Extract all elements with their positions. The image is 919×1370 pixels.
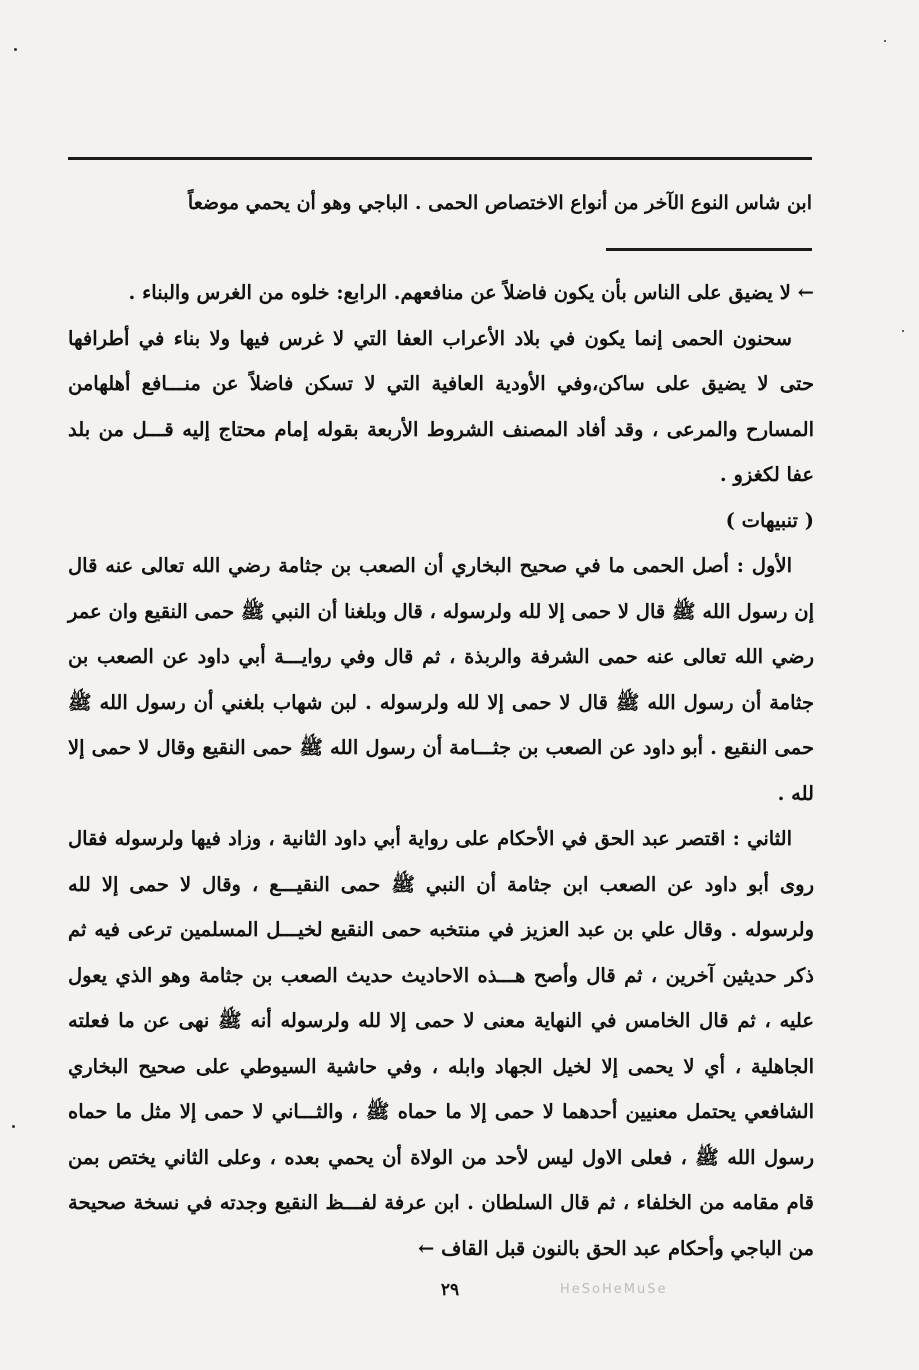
margin-note-line: ابن شاس النوع الآخر من أنواع الاختصاص الحمى . الباجي وهو أن يحمي موضعاً — [187, 192, 812, 214]
main-text-block — [68, 270, 814, 1271]
paragraph: ← لا يضيق على الناس بأن يكون فاضلاً عن منافعهم. الرابع: خلوه من الغرس والبناء . — [128, 281, 814, 304]
scan-speck — [12, 1125, 15, 1128]
note-second: الثاني : اقتصر عبد الحق في الأحكام على رواية أبي داود الثانية ، وزاد فيها ولرسوله فقال روى أبو داود عن الصعب ابن جثامة أن النبي ﷺ حمى النقيـــع ، وقال لا حمى إلا لله ولرسوله . وقال علي بن عبد العزيز في منتخبه حمى النقيع لخيـــل المسلمين ترعى فيه ثم ذكر حديثين آخرين ، ثم قال وأصح هـــذه الاحاديث حديث الصعب بن جثامة وهو الذي يعول عليه ، ثم قال الخامس في النهاية معنى لا حمى إلا لله ولرسوله أنه ﷺ نهى عن ما فعلته الجاهلية ، أي لا يحمى إلا لخيل الجهاد وابله ، وفي حاشية السيوطي على صحيح البخاري الشافعي يحتمل معنيين أحدهما لا حمى إلا ما حماه ﷺ ، والثـــاني لا حمى إلا مثل ما حماه رسول الله ﷺ ، فعلى الاول ليس لأحد من الولاة أن يحمي بعده ، وعلى الثاني يختص بمن قام مقامه من الخلفاء ، ثم قال السلطان . ابن عرفة لفـــظ النقيع وجدته في نسخة صحيحة من الباجي وأحكام عبد الحق بالنون قبل القاف ← — [68, 827, 814, 1260]
paragraph: سحنون الحمى إنما يكون في بلاد الأعراب العفا التي لا غرس فيها ولا بناء في أطرافها حتى لا يضيق على ساكن،وفي الأودية العافية التي لا تسكن فاضلاً عن منـــافع أهلهامن المسارح والمرعى ، وقد أفاد المصنف الشروط الأربعة بقوله إمام محتاج إليه قـــل من بلد عفا لكغزو . — [68, 326, 814, 486]
scan-speck — [14, 48, 17, 51]
library-stamp: HeSoHeMuSe — [560, 1282, 668, 1297]
top-rule — [68, 157, 812, 160]
scan-speck — [884, 40, 886, 42]
section-heading: ( تنبيهات ) — [725, 508, 814, 532]
scan-speck — [902, 330, 904, 332]
note-first: الأول : أصل الحمى ما في صحيح البخاري أن الصعب بن جثامة رضي الله تعالى عنه قال إن رسول الله ﷺ قال لا حمى إلا لله ولرسوله ، قال وبلغنا أن النبي ﷺ حمى النقيع وان عمر رضي الله تعالى عنه حمى الشرفة والربذة ، ثم قال وفي روايـــة أبي داود عن الصعب بن جثامة أن رسول الله ﷺ قال لا حمى إلا لله ولرسوله . لبن شهاب بلغني أن رسول الله ﷺ حمى النقيع . أبو داود عن الصعب بن جثـــامة أن رسول الله ﷺ حمى النقيع وقال لا حمى إلا لله . — [68, 554, 814, 805]
note-separator-rule — [606, 248, 812, 251]
page-number: ٢٩ — [440, 1280, 460, 1300]
